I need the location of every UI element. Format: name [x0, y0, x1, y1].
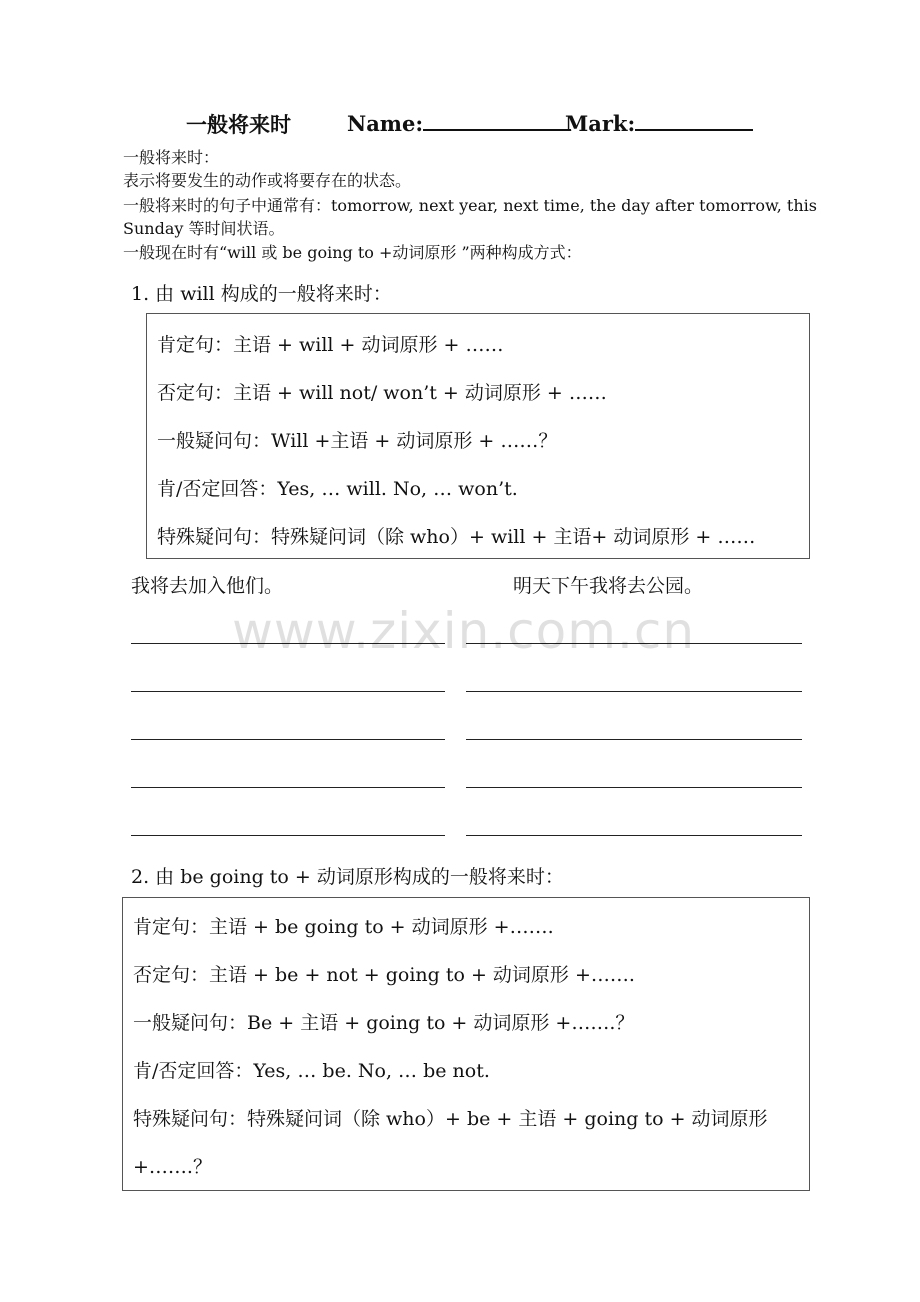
rule-yes-no-question: 一般疑问句：Will +主语 + 动词原形 + ……？: [157, 430, 558, 452]
rule-short-answer: 肯/否定回答：Yes, … will. No, … won’t.: [157, 478, 518, 500]
intro-line-3: 一般将来时的句子中通常有：tomorrow, next year, next time, the day after tomorrow, this: [123, 196, 817, 215]
intro-line-2: 表示将要发生的动作或将要存在的状态。: [123, 171, 412, 190]
exercise-left-prompt: 我将去加入他们。: [131, 575, 284, 597]
mark-blank[interactable]: [635, 109, 753, 131]
exercise-right-prompt: 明天下午我将去公园。: [513, 575, 704, 597]
rule-affirmative: 肯定句：主语 + will + 动词原形 + ……: [157, 334, 504, 356]
name-label: Name:: [347, 111, 424, 136]
answer-line[interactable]: [466, 835, 802, 836]
name-field[interactable]: [347, 109, 571, 136]
page-title: [186, 109, 291, 139]
answer-line[interactable]: [131, 835, 445, 836]
title-text: 一般将来时: [186, 112, 291, 137]
rule-wh-question: 特殊疑问句：特殊疑问词（除 who）+ will + 主语+ 动词原形 + ……: [157, 526, 756, 548]
rule-wh-question: 特殊疑问句：特殊疑问词（除 who）+ be + 主语 + going to + 动词原形: [133, 1108, 768, 1130]
rule-yes-no-question: 一般疑问句：Be + 主语 + going to + 动词原形 +…….？: [133, 1012, 635, 1034]
rule-negative: 否定句：主语 + be + not + going to + 动词原形 +…….: [133, 964, 635, 986]
answer-line[interactable]: [466, 691, 802, 692]
rule-wh-question-continued: +…….？: [133, 1156, 212, 1178]
answer-line[interactable]: [466, 787, 802, 788]
mark-field[interactable]: [565, 109, 753, 136]
section-1-heading: 1. 由 will 构成的一般将来时：: [131, 283, 392, 305]
answer-line[interactable]: [131, 739, 445, 740]
intro-line-4: Sunday 等时间状语。: [123, 219, 285, 238]
section-1-rules-box: [146, 313, 810, 559]
rule-short-answer: 肯/否定回答：Yes, … be. No, … be not.: [133, 1060, 490, 1082]
name-blank[interactable]: [423, 109, 571, 131]
section-2-rules-box: [122, 897, 810, 1191]
answer-line[interactable]: [466, 739, 802, 740]
answer-line[interactable]: [131, 691, 445, 692]
section-2-heading: 2. 由 be going to + 动词原形构成的一般将来时：: [131, 866, 564, 888]
rule-affirmative: 肯定句：主语 + be going to + 动词原形 +…….: [133, 916, 554, 938]
intro-line-1: 一般将来时：: [123, 148, 220, 167]
mark-label: Mark:: [565, 111, 636, 136]
rule-negative: 否定句：主语 + will not/ won’t + 动词原形 + ……: [157, 382, 607, 404]
watermark: www.zixin.com.cn: [232, 602, 696, 660]
intro-line-5: 一般现在时有“will 或 be going to +动词原形 ”两种构成方式：: [123, 243, 582, 262]
answer-line[interactable]: [131, 787, 445, 788]
